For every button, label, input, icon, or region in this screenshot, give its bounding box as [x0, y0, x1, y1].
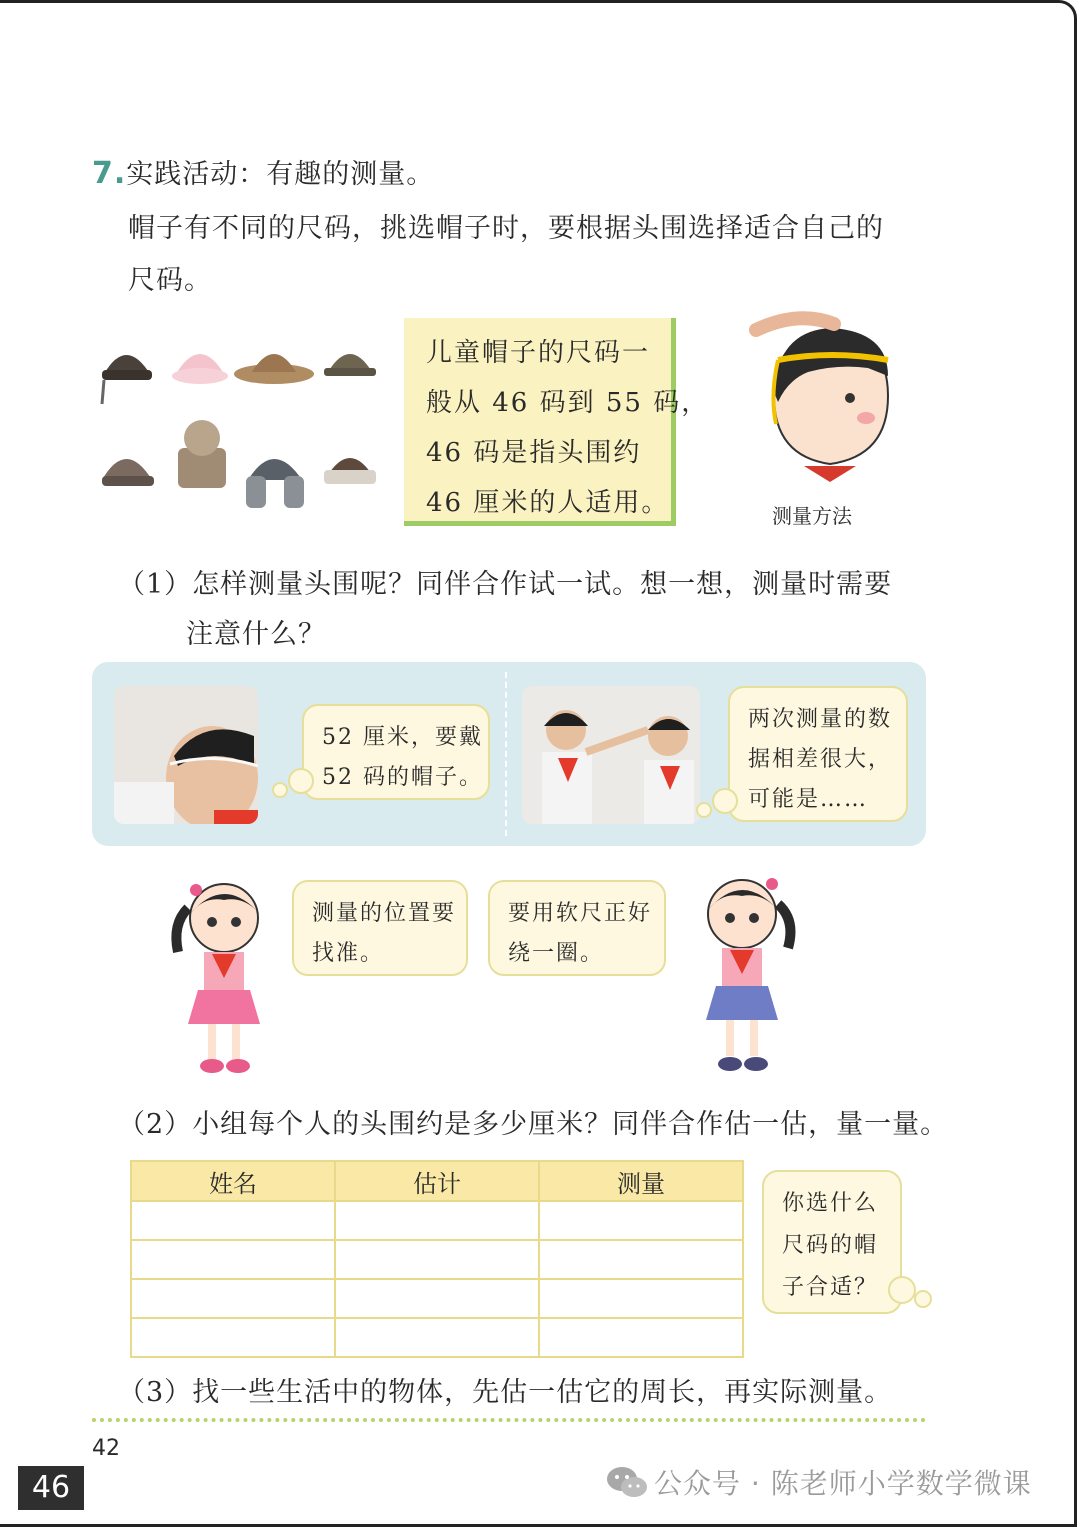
page-number-box: 46	[18, 1466, 84, 1510]
bubble-line: 两次测量的数	[748, 707, 893, 732]
hat-icon	[102, 355, 152, 404]
bubble-line: 绕一圈。	[508, 941, 605, 966]
measurement-table	[130, 1160, 744, 1358]
table-cell	[131, 1201, 335, 1240]
footer-divider	[92, 1418, 926, 1422]
table-cell	[335, 1318, 539, 1357]
part3-label: （3）	[118, 1377, 193, 1408]
bubble-line: 52 厘米，要戴	[322, 725, 483, 750]
part1-text-line1: 怎样测量头围呢？同伴合作试一试。想一想，测量时需要	[192, 569, 893, 600]
part3-text: 找一些生活中的物体，先估一估它的周长，再实际测量。	[192, 1377, 893, 1408]
watermark-text: 公众号 · 陈老师小学数学微课	[654, 1467, 1032, 1500]
part2-question	[118, 1102, 948, 1141]
thought-dot	[272, 782, 288, 798]
bubble-line: 找准。	[312, 941, 385, 966]
table-header-name: 姓名	[131, 1161, 335, 1201]
hat-icon	[102, 459, 154, 486]
speech-bubble-52cm	[302, 704, 490, 800]
table-header-row	[131, 1161, 743, 1201]
bubble-line: 子合适？	[782, 1275, 879, 1300]
table-header-estimate: 估计	[335, 1161, 539, 1201]
problem-number: 7.	[92, 156, 127, 191]
photo-boy-measuring	[114, 686, 258, 824]
size-note-card	[404, 318, 710, 526]
hat-icon	[246, 459, 304, 508]
thought-dot	[696, 802, 712, 818]
girl-right-illustration	[684, 870, 800, 1080]
bubble-line: 尺码的帽	[782, 1233, 879, 1258]
thought-dot	[288, 768, 314, 794]
table-cell	[539, 1240, 743, 1279]
bubble-line: 52 码的帽子。	[322, 765, 483, 790]
table-cell	[131, 1240, 335, 1279]
table-cell	[131, 1318, 335, 1357]
note-line: 46 码是指头围约	[426, 438, 642, 468]
part2-label: （2）	[118, 1109, 193, 1140]
table-cell	[539, 1201, 743, 1240]
intro-text-line1: 帽子有不同的尺码，挑选帽子时，要根据头围选择适合自己的	[128, 213, 884, 244]
hat-icon	[172, 354, 228, 384]
hat-icon	[234, 354, 314, 384]
table-row	[131, 1201, 743, 1240]
speech-bubble-position	[292, 880, 468, 976]
thought-dot	[712, 788, 738, 814]
band-divider	[505, 672, 507, 836]
table-row	[131, 1240, 743, 1279]
hat-icon	[324, 458, 376, 484]
problem-heading	[92, 152, 434, 191]
speech-bubble-difference	[728, 686, 908, 822]
bubble-line: 你选什么	[782, 1191, 879, 1216]
photo-two-children	[522, 686, 700, 824]
bubble-line: 要用软尺正好	[508, 901, 653, 926]
note-line: 46 厘米的人适用。	[426, 488, 670, 518]
bubble-line: 据相差很大，	[748, 747, 893, 772]
bubble-line: 可能是……	[748, 787, 869, 812]
table-row	[131, 1318, 743, 1357]
intro-text-line2: 尺码。	[128, 265, 212, 296]
part1-line1	[118, 562, 892, 601]
page-number: 42	[92, 1436, 120, 1461]
table-row	[131, 1279, 743, 1318]
table-cell	[335, 1240, 539, 1279]
part1-label: （1）	[118, 569, 193, 600]
table-cell	[131, 1279, 335, 1318]
table-cell	[335, 1201, 539, 1240]
note-line: 儿童帽子的尺码一	[426, 338, 651, 368]
bubble-line: 测量的位置要	[312, 901, 457, 926]
speech-bubble-soft-ruler	[488, 880, 666, 976]
part3-question	[118, 1370, 892, 1409]
hat-icon	[324, 354, 376, 376]
problem-title: 实践活动：有趣的测量。	[126, 159, 435, 190]
table-header-measure: 测量	[539, 1161, 743, 1201]
note-line: 般从 46 码到 55 码，	[426, 388, 710, 418]
speech-bubble-size-choice	[762, 1170, 902, 1314]
measuring-head-illustration	[748, 306, 908, 486]
girl-left-illustration	[166, 874, 282, 1080]
illustration-caption: 测量方法	[772, 504, 852, 528]
wechat-icon	[606, 1464, 648, 1500]
part2-text: 小组每个人的头围约是多少厘米？同伴合作估一估，量一量。	[192, 1109, 949, 1140]
hat-icon	[178, 420, 226, 488]
table-cell	[539, 1318, 743, 1357]
part1-text-line2: 注意什么？	[186, 619, 326, 650]
table-cell	[539, 1279, 743, 1318]
thought-dot	[888, 1276, 916, 1304]
thought-dot	[914, 1290, 932, 1308]
table-cell	[335, 1279, 539, 1318]
hats-illustration	[96, 330, 386, 520]
